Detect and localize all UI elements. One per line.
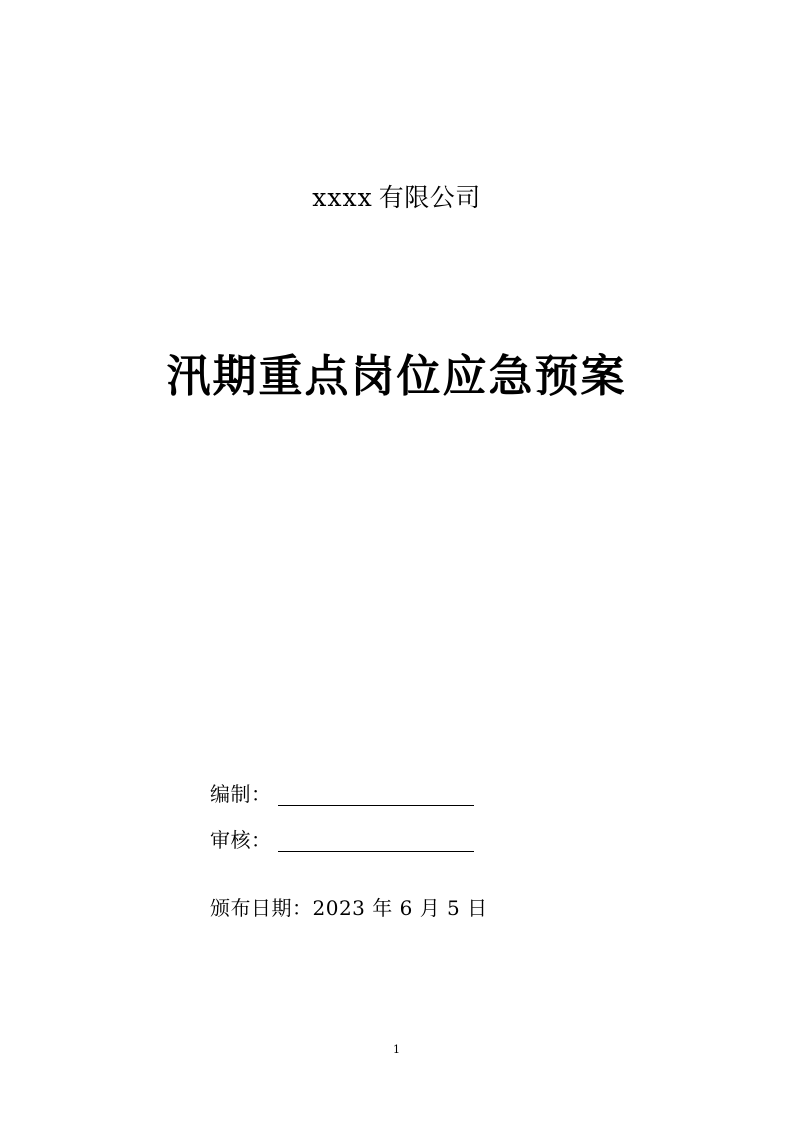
page-title: 汛期重点岗位应急预案 xyxy=(166,351,627,402)
reviewed-by-row xyxy=(210,806,640,852)
company-name-cjk: 有限公司 xyxy=(378,183,481,212)
issue-date-label: 颁布日期： xyxy=(210,896,313,920)
issue-date-value: 2023 年 6 月 5 日 xyxy=(312,896,488,920)
company-name-latin: xxxx xyxy=(312,183,373,212)
company-name xyxy=(0,178,793,214)
reviewed-by-label: 审核： xyxy=(210,828,272,852)
signature-block xyxy=(210,760,640,920)
prepared-by-row xyxy=(210,760,640,806)
prepared-by-field[interactable] xyxy=(278,785,474,806)
issue-date-row xyxy=(210,874,640,920)
reviewed-by-field[interactable] xyxy=(278,831,474,852)
prepared-by-label: 编制： xyxy=(210,782,272,806)
page-number: 1 xyxy=(393,1043,400,1056)
